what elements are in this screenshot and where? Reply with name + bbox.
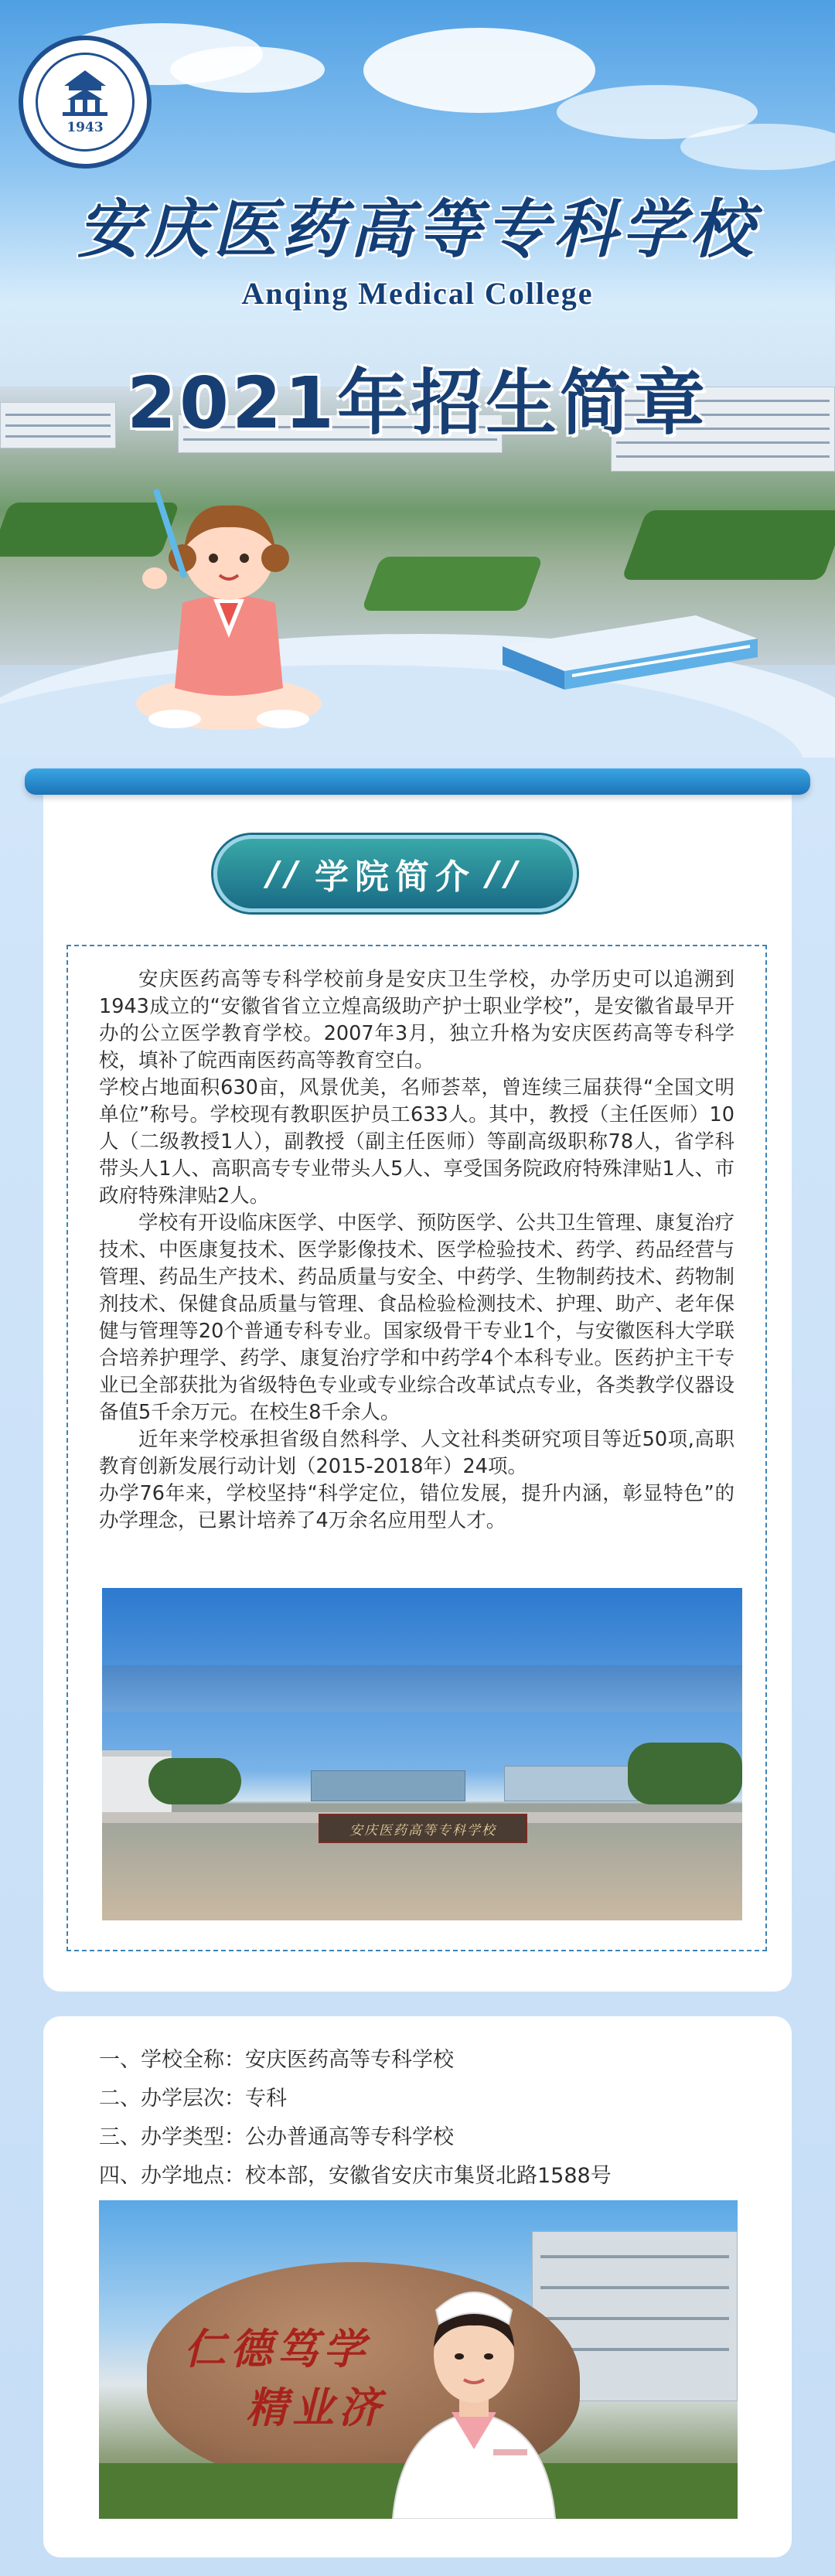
school-facts-list xyxy=(99,2041,764,2196)
nurse-campus-photo xyxy=(99,2200,738,2519)
gate-sign xyxy=(319,1814,527,1843)
stone-inscription: 仁德笃学 xyxy=(184,2324,370,2373)
intro-paragraph: 学校有开设临床医学、中医学、预防医学、公共卫生管理、康复治疗技术、中医康复技术、医学影像技术、医学检验技术、药学、药品经营与管理、药品生产技术、药品质量与安全、中药学、生物制药技术、药物制剂技术、保健食品质量与管理、食品检验检测技术、护理、助产、老年保健与管理等20个普通专科专业。国家级骨干专业1个，与安徽医科大学联合培养护理学、药学、康复治疗学和中药学4个本科专业。医药护主干专业已全部获批为省级特色专业或专业综合改革试点专业，各类教学仪器设备值5千余万元。在校生8千余人。 xyxy=(99,1211,734,1424)
pavilion-icon xyxy=(58,69,112,117)
slash-icon: // xyxy=(486,854,524,894)
fact-label: 四、办学地点： xyxy=(99,2164,245,2188)
fact-row xyxy=(99,2157,764,2196)
fact-label: 一、学校全称： xyxy=(99,2048,245,2072)
nurse-student xyxy=(377,2247,571,2519)
book-illustration xyxy=(503,615,758,690)
intro-paragraph: 办学76年来，学校坚持“科学定位，错位发展，提升内涵，彰显特色”的办学理念，已累计培养了4万余名应用型人才。 xyxy=(99,1482,734,1532)
fact-value: 安庆医药高等专科学校 xyxy=(245,2048,454,2072)
fact-value: 公办普通高等专科学校 xyxy=(245,2125,454,2149)
cloud xyxy=(680,124,835,170)
brochure-title: 2021年招生简章 xyxy=(126,362,709,445)
fact-label: 二、办学层次： xyxy=(99,2087,245,2111)
student-girl-illustration xyxy=(128,472,329,734)
intro-text xyxy=(99,966,734,1535)
intro-paragraph: 学校占地面积630亩，风景优美，名师荟萃，曾连续三届获得“全国文明单位”称号。学校现有教职医护员工633人。其中，教授（主任医师）10人（二级教授1人），副教授（副主任医师）等副高级职称78人，省学科带头人1人、高职高专专业带头人5人、享受国务院政府特殊津贴1人、市政府特殊津贴2人。 xyxy=(99,1076,734,1208)
school-name-chinese: 安庆医药高等专科学校 xyxy=(77,193,758,267)
school-logo xyxy=(19,36,152,169)
trees xyxy=(622,510,835,580)
section-heading-intro xyxy=(213,835,577,912)
logo-year: 1943 xyxy=(66,120,104,135)
lawn xyxy=(361,557,543,611)
building xyxy=(311,1770,465,1801)
section-heading-label: 学院简介 xyxy=(315,857,475,897)
slash-icon: // xyxy=(266,854,304,894)
hero-banner xyxy=(0,0,835,758)
fact-label: 三、办学类型： xyxy=(99,2125,245,2149)
cloud xyxy=(363,28,595,113)
trees xyxy=(148,1758,241,1804)
cloud xyxy=(170,46,325,93)
stone-inscription: 精业济 xyxy=(246,2383,385,2432)
intro-paragraph: 近年来学校承担省级自然科学、人文社科类研究项目等近50项,高职教育创新发展行动计划（2015-2018年）24项。 xyxy=(99,1428,734,1478)
campus-gate-photo xyxy=(102,1588,742,1920)
fact-row xyxy=(99,2118,764,2157)
fact-row xyxy=(99,2041,764,2080)
fact-row xyxy=(99,2080,764,2118)
trees xyxy=(628,1743,742,1804)
fact-value: 校本部，安徽省安庆市集贤北路1588号 xyxy=(245,2164,612,2188)
fact-value: 专科 xyxy=(245,2087,287,2111)
gate-sign-text: 安庆医药高等专科学校 xyxy=(349,1822,496,1838)
school-name-english: Anqing Medical College xyxy=(241,276,594,311)
scroll-roller xyxy=(25,768,810,795)
intro-paragraph: 安庆医药高等专科学校前身是安庆卫生学校，办学历史可以追溯到1943成立的“安徽省省立立煌高级助产护士职业学校”，是安徽省最早开办的公立医学教育学校。2007年3月，独立升格为安庆医药高等专科学校，填补了皖西南医药高等教育空白。 xyxy=(99,968,734,1072)
